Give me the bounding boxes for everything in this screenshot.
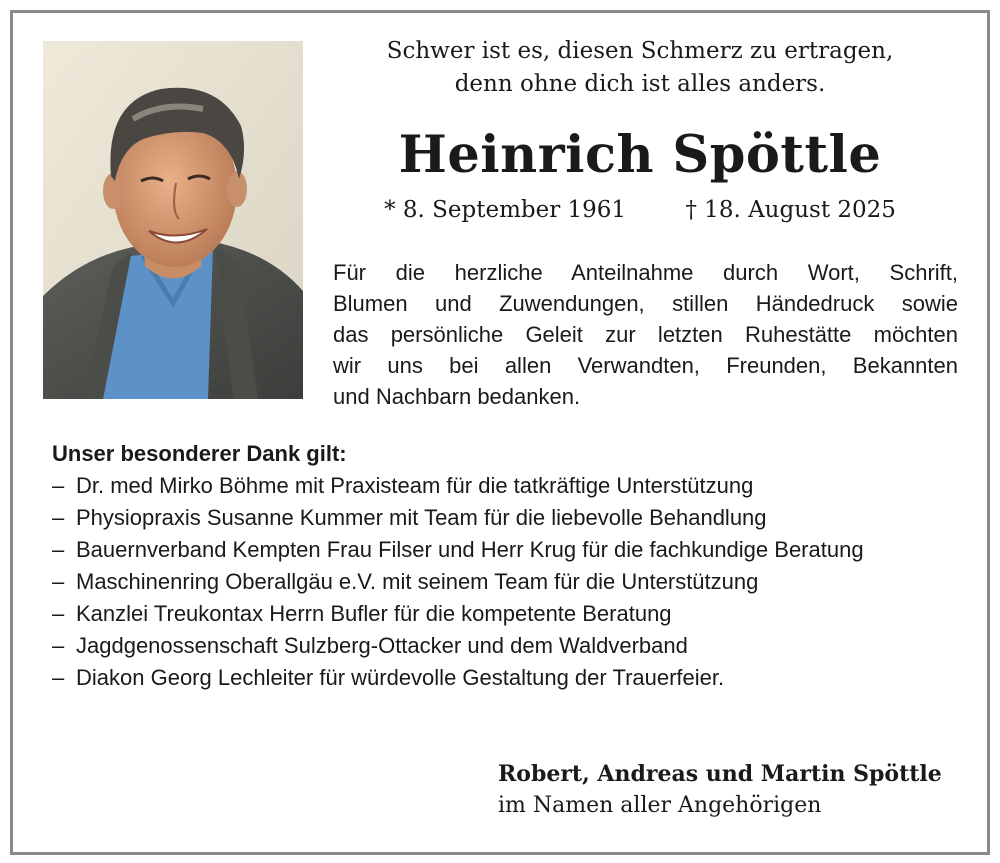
list-item-text: Maschinenring Oberallgäu e.V. mit seinem Team für die Unterstützung <box>76 569 759 594</box>
signature-block <box>498 758 968 822</box>
dash-bullet: – <box>52 601 65 626</box>
list-item <box>52 470 962 502</box>
special-thanks-heading: Unser besonderer Dank gilt: <box>52 441 347 466</box>
list-item-text: Dr. med Mirko Böhme mit Praxisteam für die tatkräftige Unterstützung <box>76 473 754 498</box>
list-item <box>52 534 962 566</box>
deceased-name: Heinrich Spöttle <box>398 125 882 185</box>
list-item-text: Physiopraxis Susanne Kummer mit Team für die liebevolle Behandlung <box>76 505 767 530</box>
dash-bullet: – <box>52 505 65 530</box>
special-thanks-list <box>52 470 962 694</box>
dash-bullet: – <box>52 473 65 498</box>
list-item <box>52 662 962 694</box>
thanks-paragraph <box>333 257 958 412</box>
list-item-text: Diakon Georg Lechleiter für würdevolle Gestaltung der Trauerfeier. <box>76 665 725 690</box>
birth-date: * 8. September 1961 <box>384 197 627 223</box>
death-date: † 18. August 2025 <box>685 197 896 223</box>
dash-bullet: – <box>52 537 65 562</box>
signature-subtitle: im Namen aller Angehörigen <box>498 793 822 818</box>
dash-bullet: – <box>52 633 65 658</box>
special-thanks-section <box>52 438 962 694</box>
thanks-line: wir uns bei allen Verwandten, Freunden, Bekannten <box>333 353 958 378</box>
memorial-verse <box>330 35 950 101</box>
list-item-text: Bauernverband Kempten Frau Filser und Herr Krug für die fachkundige Beratung <box>76 537 864 562</box>
verse-line-2: denn ohne dich ist alles anders. <box>454 71 826 97</box>
list-item-text: Jagdgenossenschaft Sulzberg-Ottacker und dem Waldverband <box>76 633 688 658</box>
thanks-line: Blumen und Zuwendungen, stillen Händedruck sowie <box>333 291 958 316</box>
list-item <box>52 598 962 630</box>
thanks-line: Für die herzliche Anteilnahme durch Wort, Schrift, <box>333 260 958 285</box>
thanks-line: und Nachbarn bedanken. <box>333 384 581 409</box>
portrait-photo <box>43 41 303 399</box>
dash-bullet: – <box>52 665 65 690</box>
dash-bullet: – <box>52 569 65 594</box>
list-item <box>52 630 962 662</box>
signature-names: Robert, Andreas und Martin Spöttle <box>498 761 942 787</box>
life-dates <box>330 195 950 225</box>
verse-line-1: Schwer ist es, diesen Schmerz zu ertragen, <box>386 38 894 64</box>
thanks-line: das persönliche Geleit zur letzten Ruhestätte möchten <box>333 322 958 347</box>
list-item <box>52 566 962 598</box>
list-item <box>52 502 962 534</box>
list-item-text: Kanzlei Treukontax Herrn Bufler für die kompetente Beratung <box>76 601 672 626</box>
